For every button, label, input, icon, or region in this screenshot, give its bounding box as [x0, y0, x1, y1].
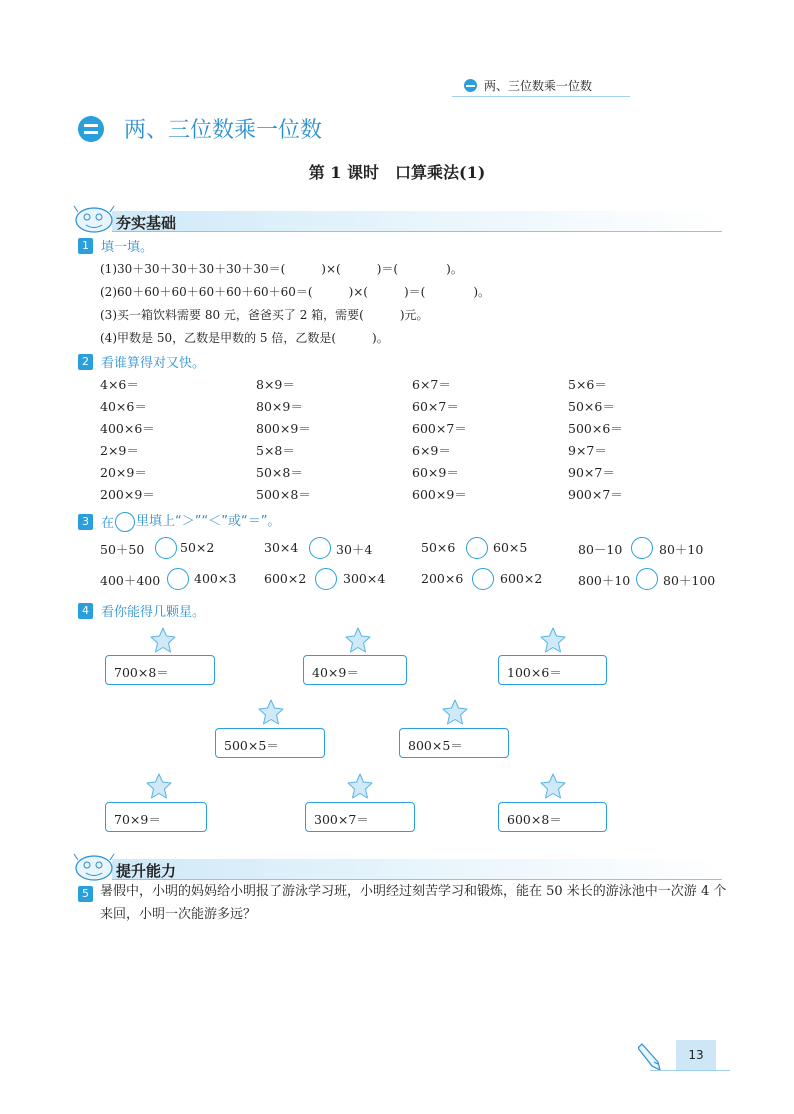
q2-title: 看谁算得对又快。: [101, 356, 206, 371]
q2-cell: 400×6＝: [100, 421, 155, 436]
compare-answer-circle[interactable]: [167, 568, 189, 590]
compare-right: 80＋10: [659, 542, 704, 557]
compare-left: 80－10: [578, 542, 623, 557]
lesson-title: 第 1 课时 口算乘法(1): [308, 163, 486, 182]
unit-number-icon: [78, 116, 104, 142]
star-icon: [345, 772, 375, 800]
q2-number: 2: [78, 354, 93, 370]
q2-cell: 80×9＝: [256, 399, 303, 414]
compare-right: 60×5: [493, 540, 528, 555]
compare-answer-circle[interactable]: [155, 537, 177, 559]
mascot-icon: [72, 850, 116, 882]
q3-title-after: 里填上“＞”“＜”或“＝”。: [136, 514, 281, 529]
star-icon: [538, 626, 568, 654]
q4-answer-box[interactable]: 40×9＝: [303, 655, 407, 685]
star-icon: [440, 698, 470, 726]
compare-answer-circle[interactable]: [309, 537, 331, 559]
section-banner-basics: [72, 208, 722, 234]
q2-cell: 5×8＝: [256, 443, 295, 458]
q4-answer-box[interactable]: 500×5＝: [215, 728, 325, 758]
q2-cell: 40×6＝: [100, 399, 147, 414]
q2-cell: 20×9＝: [100, 465, 147, 480]
compare-left: 50＋50: [100, 542, 145, 557]
banner-bar: [112, 211, 722, 232]
compare-right: 50×2: [180, 540, 215, 555]
running-header-text: 两、三位数乘一位数: [484, 79, 593, 93]
q2-cell: 4×6＝: [100, 377, 139, 392]
q2-cell: 2×9＝: [100, 443, 139, 458]
compare-right: 400×3: [194, 571, 237, 586]
q1-line-1: (1)30＋30＋30＋30＋30＋30＝( )×( )＝( )。: [100, 262, 463, 276]
section-label: 夯实基础: [116, 214, 177, 232]
compare-right: 300×4: [343, 571, 386, 586]
page-footer: [660, 1040, 720, 1072]
q1-title: 填一填。: [101, 240, 154, 255]
compare-answer-circle[interactable]: [315, 568, 337, 590]
q2-cell: 600×7＝: [412, 421, 467, 436]
star-icon: [144, 772, 174, 800]
compare-left: 30×4: [264, 540, 299, 555]
q2-cell: 5×6＝: [568, 377, 607, 392]
compare-answer-circle[interactable]: [472, 568, 494, 590]
section-label: 提升能力: [116, 862, 177, 880]
q4-title: 看你能得几颗星。: [101, 605, 206, 620]
q4-heading: [78, 601, 205, 620]
compare-right: 600×2: [500, 571, 543, 586]
compare-left: 400＋400: [100, 573, 161, 588]
section-banner-improve: [72, 856, 722, 882]
q4-answer-box[interactable]: 100×6＝: [498, 655, 607, 685]
q2-cell: 60×7＝: [412, 399, 459, 414]
q2-cell: 8×9＝: [256, 377, 295, 392]
star-icon: [538, 772, 568, 800]
q1-line-3: (3)买一箱饮料需要 80 元，爸爸买了 2 箱，需要( )元。: [100, 308, 429, 322]
q2-cell: 200×9＝: [100, 487, 155, 502]
q2-cell: 500×8＝: [256, 487, 311, 502]
compare-answer-circle[interactable]: [636, 568, 658, 590]
q2-cell: 90×7＝: [568, 465, 615, 480]
q4-answer-box[interactable]: 800×5＝: [399, 728, 509, 758]
compare-answer-circle[interactable]: [631, 537, 653, 559]
q5-number: 5: [78, 886, 93, 902]
q1-line-4: (4)甲数是 50，乙数是甲数的 5 倍，乙数是( )。: [100, 331, 389, 345]
star-icon: [343, 626, 373, 654]
q2-cell: 50×6＝: [568, 399, 615, 414]
compare-left: 50×6: [421, 540, 456, 555]
q2-cell: 600×9＝: [412, 487, 467, 502]
q2-cell: 500×6＝: [568, 421, 623, 436]
q2-cell: 900×7＝: [568, 487, 623, 502]
running-header: [452, 76, 630, 97]
q2-cell: 6×9＝: [412, 443, 451, 458]
q2-cell: 60×9＝: [412, 465, 459, 480]
q1-number: 1: [78, 238, 93, 254]
banner-bar: [112, 859, 722, 880]
q2-cell: 6×7＝: [412, 377, 451, 392]
q4-answer-box[interactable]: 600×8＝: [498, 802, 607, 832]
q4-answer-box[interactable]: 700×8＝: [105, 655, 215, 685]
q1-line-2: (2)60＋60＋60＋60＋60＋60＋60＝( )×( )＝( )。: [100, 285, 491, 299]
compare-left: 800＋10: [578, 573, 631, 588]
compare-left: 200×6: [421, 571, 464, 586]
page-number: 13: [676, 1040, 716, 1070]
star-icon: [256, 698, 286, 726]
unit-badge-icon: [464, 79, 477, 92]
compare-answer-circle[interactable]: [466, 537, 488, 559]
q3-title-before: 在: [101, 516, 115, 531]
q2-cell: 9×7＝: [568, 443, 607, 458]
footer-rule: [650, 1070, 730, 1071]
q2-cell: 800×9＝: [256, 421, 311, 436]
q3-heading: [78, 510, 280, 532]
q4-number: 4: [78, 603, 93, 619]
compare-circle-icon: [115, 512, 135, 532]
compare-right: 80＋100: [663, 573, 716, 588]
q5-text: 暑假中，小明的妈妈给小明报了游泳学习班，小明经过刻苦学习和锻炼，能在 50 米长的游泳池中一次游 4 个来回，小明一次能游多远？: [100, 884, 727, 922]
q4-answer-box[interactable]: 300×7＝: [305, 802, 415, 832]
q1-heading: [78, 236, 153, 255]
mascot-icon: [72, 202, 116, 234]
q5-heading: [78, 882, 93, 902]
q3-number: 3: [78, 514, 93, 530]
q2-heading: [78, 352, 205, 371]
unit-title: 两、三位数乘一位数: [124, 118, 323, 143]
q2-cell: 50×8＝: [256, 465, 303, 480]
compare-left: 600×2: [264, 571, 307, 586]
star-icon: [148, 626, 178, 654]
q4-answer-box[interactable]: 70×9＝: [105, 802, 207, 832]
compare-right: 30＋4: [336, 542, 373, 557]
pencil-icon: [638, 1042, 662, 1072]
